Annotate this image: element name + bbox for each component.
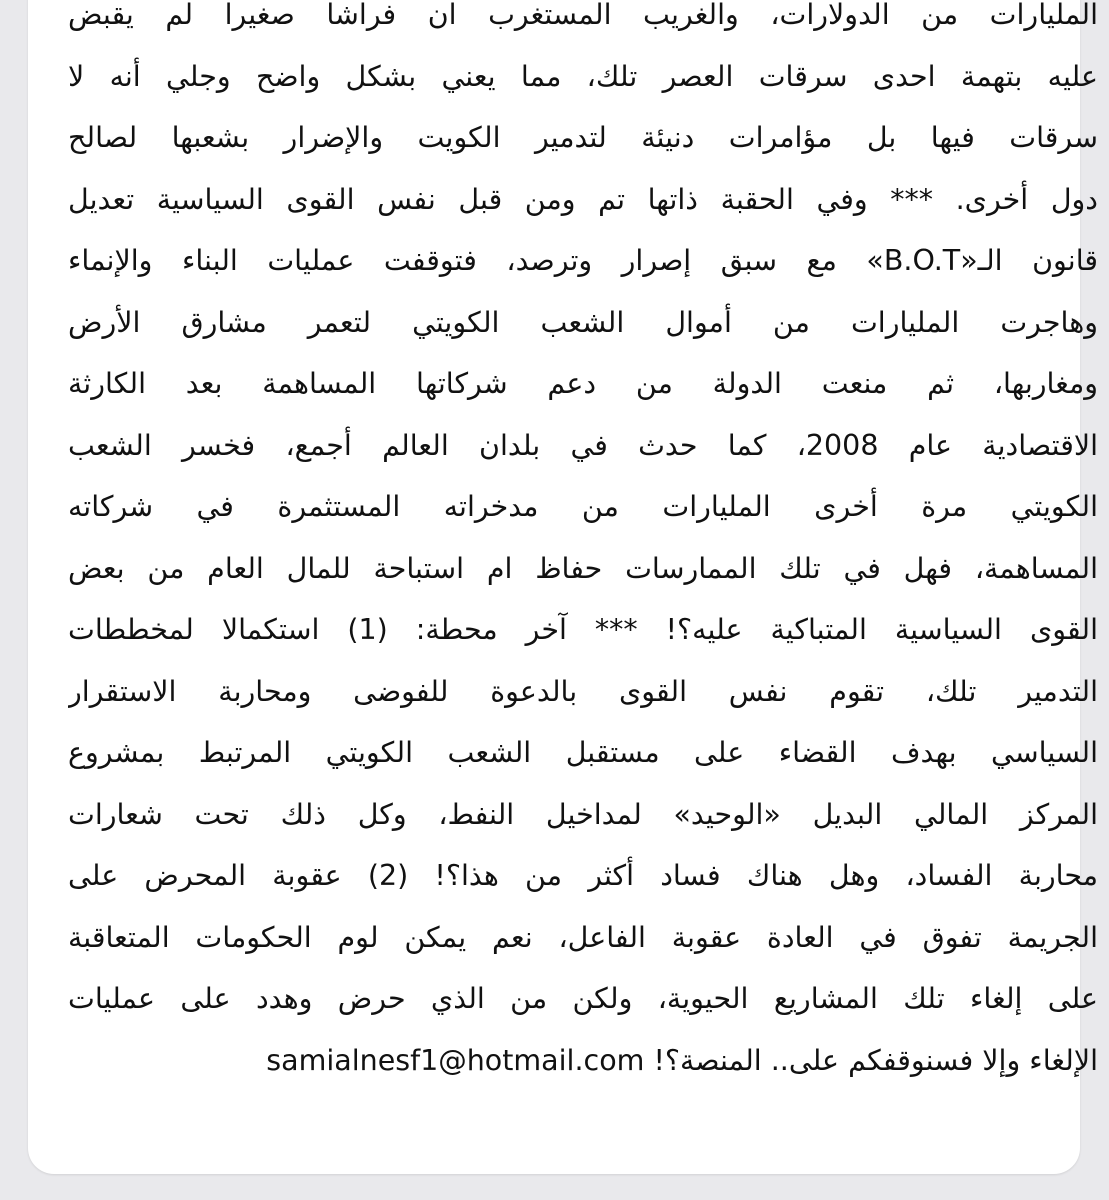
article-line: قانون الـ«B.O.T» مع سبق إصرار وترصد، فتوقفت عمليات البناء والإنماء <box>68 244 1098 277</box>
article-line: المساهمة، فهل في تلك الممارسات حفاظ ام استباحة للمال العام من بعض <box>68 551 1098 585</box>
article-line: القوى السياسية المتباكية عليه؟! *** آخر محطة: (1) استكمالا لمخططات <box>68 613 1098 646</box>
article-line: المليارات من الدولارات، والغريب المستغرب ان فراشا صغيرا لم يقبض <box>68 0 1098 31</box>
article-line-with-email: الإلغاء وإلا فسنوقفكم على.. المنصة؟! samialnesf1@hotmail.com <box>266 1043 1098 1077</box>
article-line: محاربة الفساد، وهل هناك فساد أكثر من هذا؟! (2) عقوبة المحرض على <box>68 859 1098 892</box>
article-line: عليه بتهمة احدى سرقات العصر تلك، مما يعني بشكل واضح وجلي أنه لا <box>68 59 1098 93</box>
article-line: التدمير تلك، تقوم نفس القوى بالدعوة للفوضى ومحاربة الاستقرار <box>68 674 1098 708</box>
article-line: الكويتي مرة أخرى المليارات من مدخراته المستثمرة في شركاته <box>68 490 1098 523</box>
article-card <box>28 0 1098 1174</box>
article-line: الجريمة تفوق في العادة عقوبة الفاعل، نعم يمكن لوم الحكومات المتعاقبة <box>68 920 1098 954</box>
article-line: على إلغاء تلك المشاريع الحيوية، ولكن من الذي حرض وهدد على عمليات <box>68 982 1098 1015</box>
article-line: ومغاربها، ثم منعت الدولة من دعم شركاتها المساهمة بعد الكارثة <box>68 367 1098 400</box>
article-line: وهاجرت المليارات من أموال الشعب الكويتي لتعمر مشارق الأرض <box>68 305 1098 339</box>
article-line: السياسي بهدف القضاء على مستقبل الشعب الكويتي المرتبط بمشروع <box>68 736 1098 769</box>
article-line: المركز المالي البديل «الوحيد» لمداخيل النفط، وكل ذلك تحت شعارات <box>68 797 1098 831</box>
article-line: دول أخرى. *** وفي الحقبة ذاتها تم ومن قبل نفس القوى السياسية تعديل <box>68 182 1098 216</box>
article-body <box>68 0 1098 1091</box>
article-line: سرقات فيها بل مؤامرات دنيئة لتدمير الكويت والإضرار بشعبها لصالح <box>68 121 1098 154</box>
article-line: الاقتصادية عام 2008، كما حدث في بلدان العالم أجمع، فخسر الشعب <box>68 428 1098 462</box>
